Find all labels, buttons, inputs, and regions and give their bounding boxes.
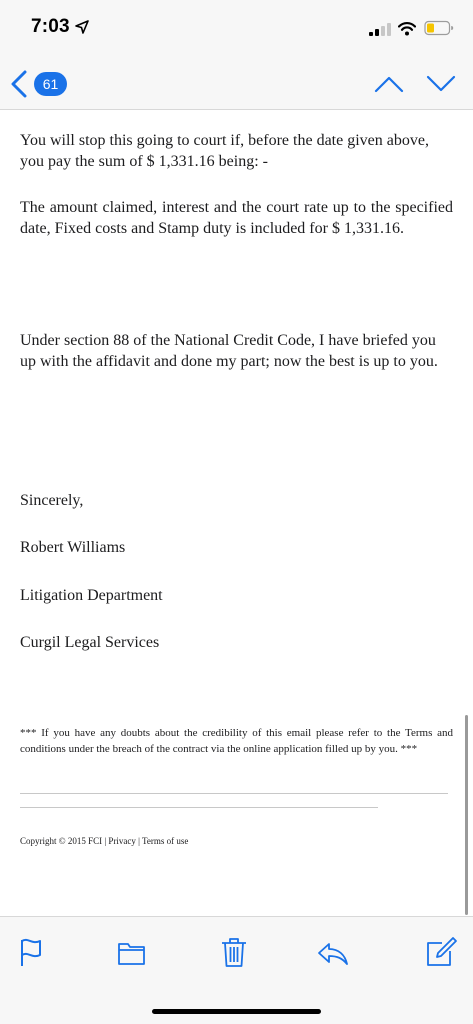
chevron-up-icon [372,73,406,95]
battery-low-icon [424,20,454,36]
email-closing: Sincerely, [20,492,84,509]
next-message-button[interactable] [424,73,458,95]
flag-icon [14,935,48,969]
reply-button[interactable] [316,935,350,969]
chevron-down-icon [424,73,458,95]
scroll-indicator[interactable] [465,715,468,915]
location-arrow-icon [75,20,89,34]
trash-button[interactable] [217,935,251,969]
email-paragraph: Under section 88 of the National Credit Code, I have briefed you up with the affidavit and done my part; now the best is up to you. [20,332,438,370]
back-button[interactable] [8,69,73,99]
folder-icon [115,935,149,969]
trash-icon [217,935,251,969]
compose-icon [424,935,458,969]
sender-name: Robert Williams [20,539,126,556]
move-to-folder-button[interactable] [115,935,149,969]
home-indicator[interactable] [152,1009,321,1014]
cellular-signal-icon [369,23,391,36]
email-disclaimer: *** If you have any doubts about the credibility of this email please refer to the Terms and conditions under the breach of the contract via the online application filled up by you. *** [20,727,453,755]
sender-department: Litigation Department [20,587,163,604]
previous-message-button[interactable] [372,73,406,95]
status-bar [0,0,473,60]
divider [20,807,378,808]
email-paragraph: The amount claimed, interest and the court rate up to the specified date, Fixed costs and Stamp duty is included for $ 1,331.16. [20,199,453,237]
reply-icon [316,935,350,969]
unread-count-badge: 61 [34,72,67,96]
sender-company: Curgil Legal Services [20,634,160,651]
chevron-left-icon [10,70,28,98]
flag-button[interactable] [14,935,48,969]
bottom-toolbar [0,916,473,1024]
divider [20,793,448,794]
email-body[interactable] [0,110,473,916]
email-paragraph: You will stop this going to court if, before the date given above, you pay the sum of $ 1,331.16 being: - [20,132,429,170]
copyright-footer: Copyright © 2015 FCI | Privacy | Terms of use [20,836,189,846]
message-nav-bar [0,60,473,110]
compose-button[interactable] [424,935,458,969]
status-time: 7:03 [31,16,70,37]
wifi-icon [398,21,416,36]
